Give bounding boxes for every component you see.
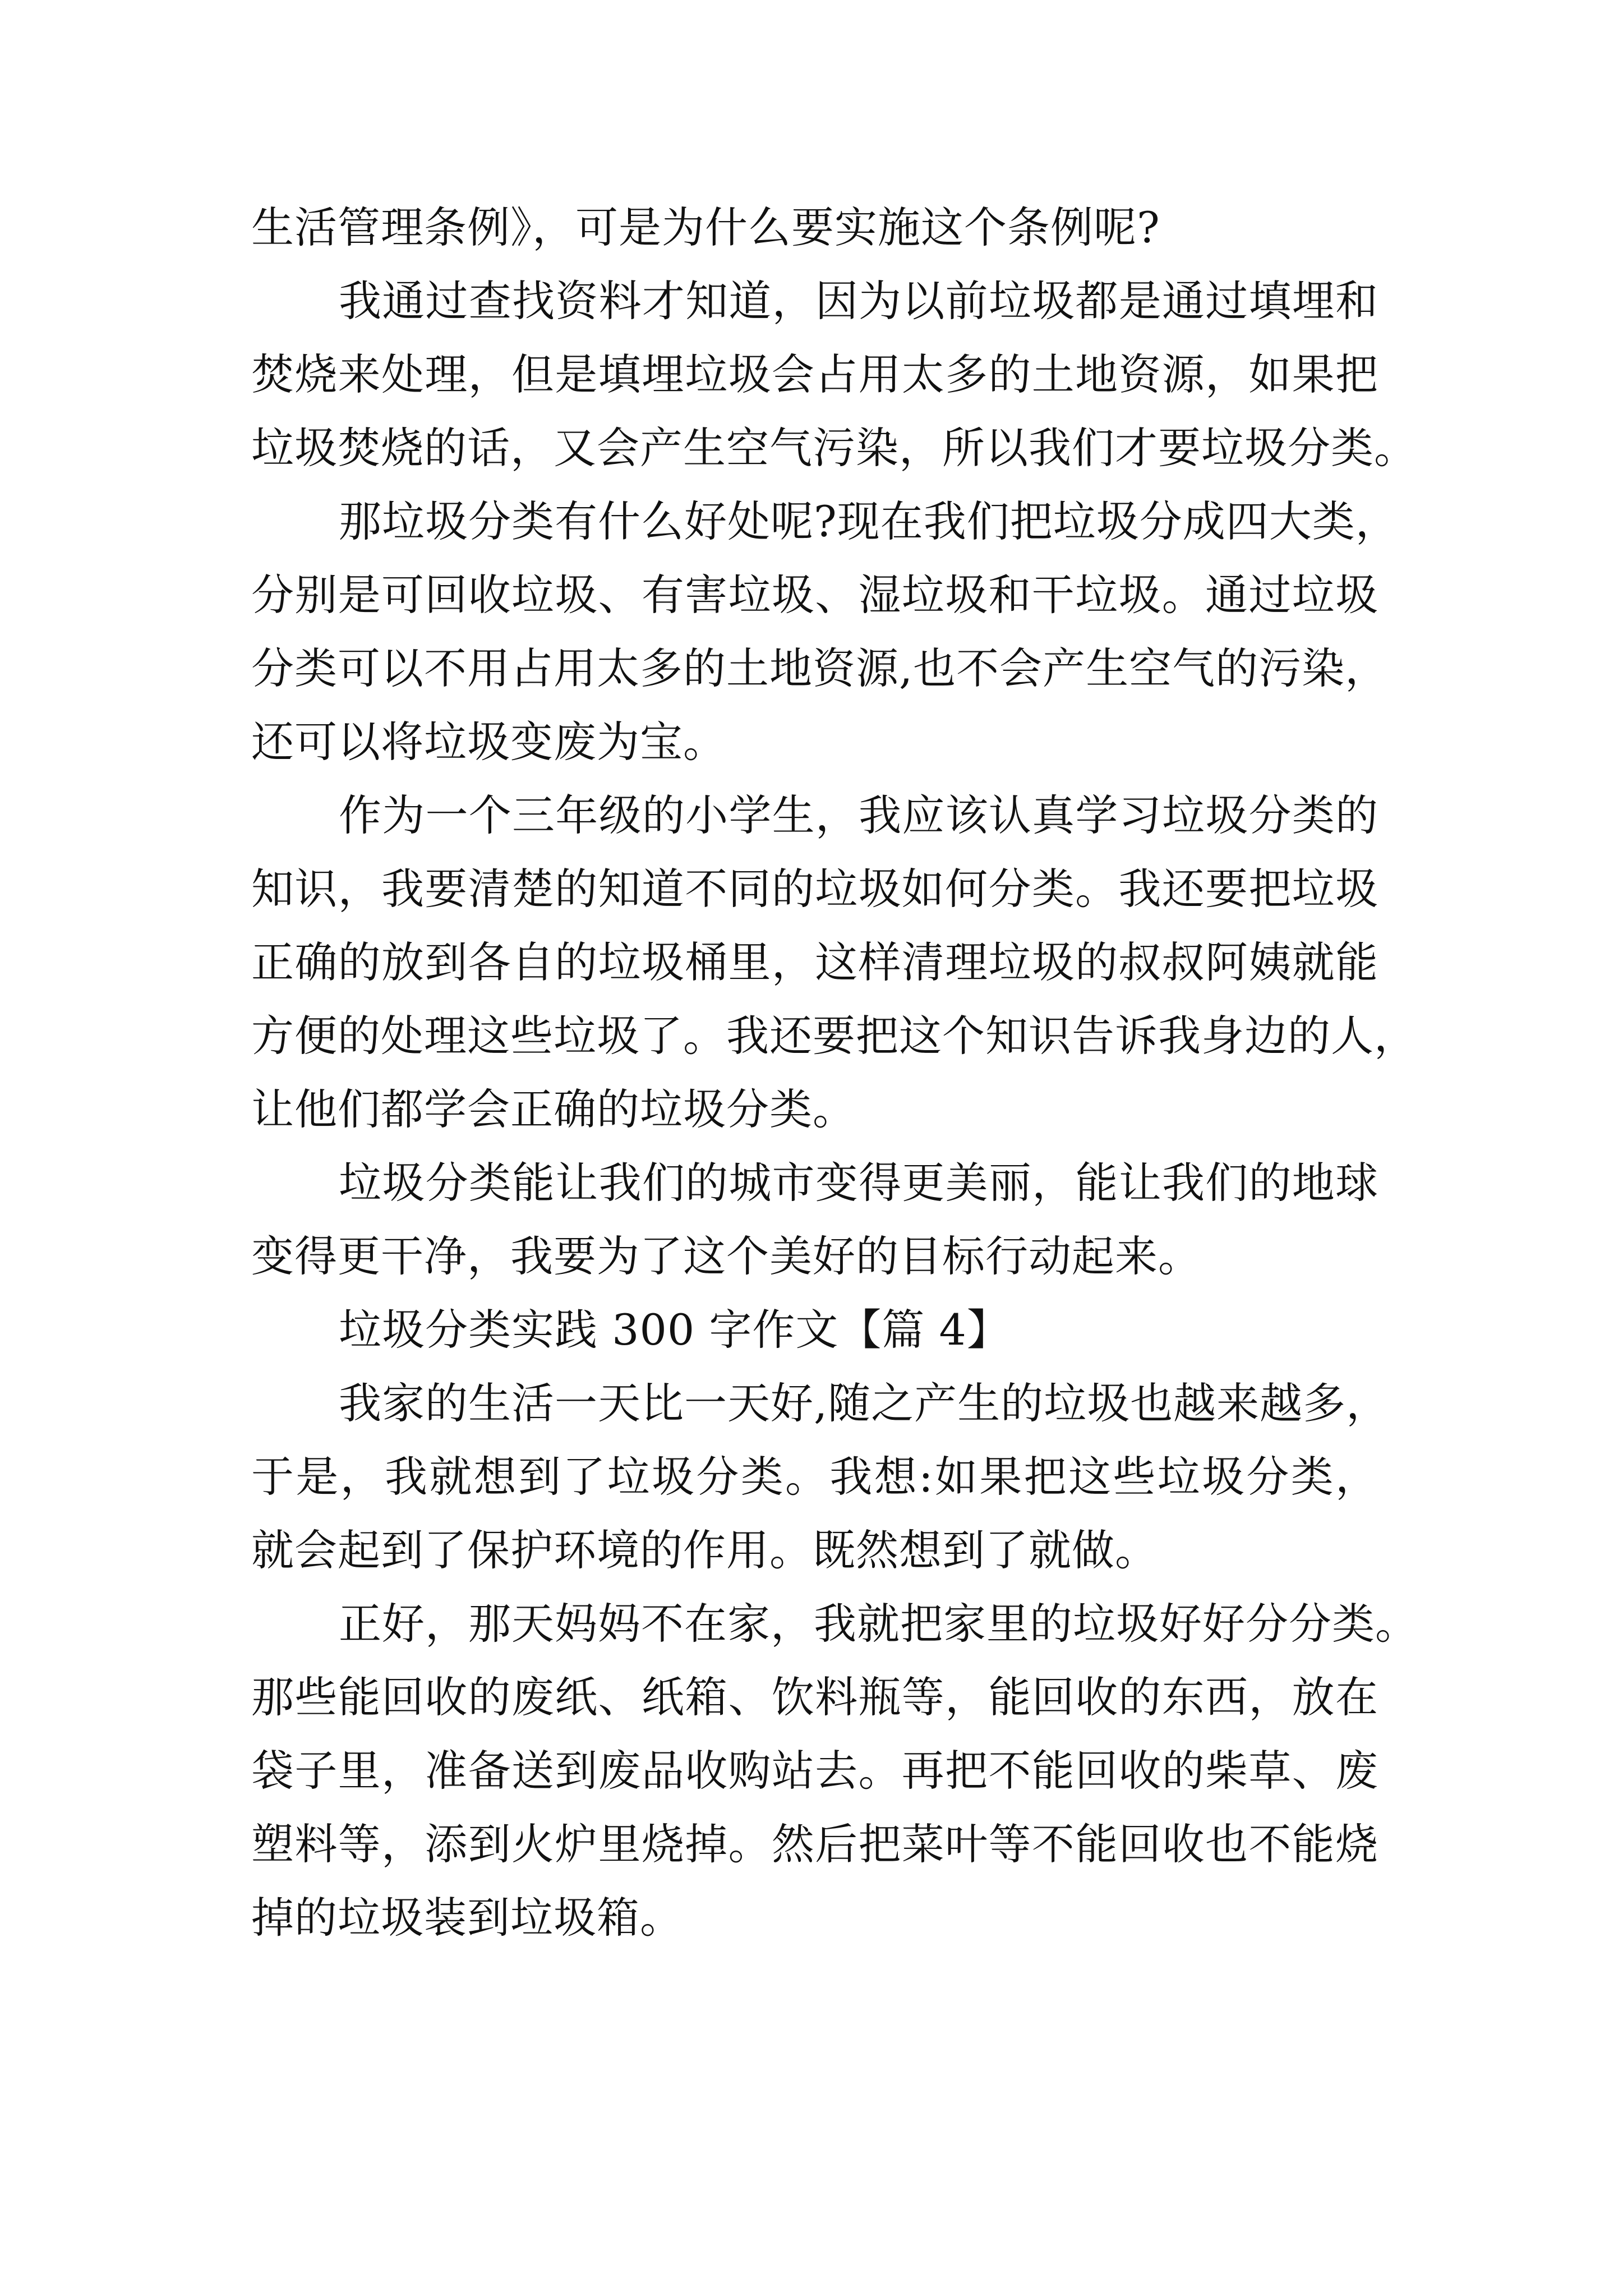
text-line: 掉的垃圾装到垃圾箱。 bbox=[251, 1893, 683, 1943]
text-line: 让他们都学会正确的垃圾分类。 bbox=[251, 1084, 856, 1134]
paragraph-first-line: 正好，那天妈妈不在家，我就把家里的垃圾好好分分类。 bbox=[339, 1599, 1418, 1649]
text-line: 焚烧来处理，但是填埋垃圾会占用太多的土地资源，如果把 bbox=[251, 349, 1378, 399]
paragraph-first-line: 垃圾分类能让我们的城市变得更美丽，能让我们的地球 bbox=[339, 1158, 1378, 1208]
text-line: 方便的处理这些垃圾了。我还要把这个知识告诉我身边的人， bbox=[251, 1011, 1417, 1061]
text-line: 垃圾焚烧的话，又会产生空气污染，所以我们才要垃圾分类。 bbox=[251, 423, 1417, 473]
text-line: 那些能回收的废纸、纸箱、饮料瓶等，能回收的东西，放在 bbox=[251, 1672, 1378, 1722]
text-line: 知识，我要清楚的知道不同的垃圾如何分类。我还要把垃圾 bbox=[251, 864, 1378, 914]
text-line: 正确的放到各自的垃圾桶里，这样清理垃圾的叔叔阿姨就能 bbox=[251, 937, 1378, 987]
text-line: 袋子里，准备送到废品收购站去。再把不能回收的柴草、废 bbox=[251, 1746, 1378, 1796]
document-body bbox=[251, 191, 1418, 1954]
text-line: 分类可以不用占用太多的土地资源,也不会产生空气的污染， bbox=[251, 643, 1389, 693]
section-heading: 垃圾分类实践 300 字作文【篇 4】 bbox=[339, 1305, 1010, 1355]
paragraph-first-line: 我家的生活一天比一天好,随之产生的垃圾也越来越多， bbox=[339, 1378, 1390, 1428]
text-line: 还可以将垃圾变废为宝。 bbox=[251, 717, 726, 767]
text-line: 变得更干净，我要为了这个美好的目标行动起来。 bbox=[251, 1231, 1201, 1281]
paragraph-first-line: 作为一个三年级的小学生，我应该认真学习垃圾分类的 bbox=[339, 790, 1378, 840]
text-line: 分别是可回收垃圾、有害垃圾、湿垃圾和干垃圾。通过垃圾 bbox=[251, 570, 1378, 620]
text-line: 生活管理条例》，可是为什么要实施这个条例呢? bbox=[251, 203, 1160, 252]
paragraph-first-line: 那垃圾分类有什么好处呢?现在我们把垃圾分成四大类， bbox=[339, 496, 1399, 546]
paragraph-first-line: 我通过查找资料才知道，因为以前垃圾都是通过填埋和 bbox=[339, 276, 1378, 326]
text-line: 就会起到了保护环境的作用。既然想到了就做。 bbox=[251, 1525, 1158, 1575]
text-line: 于是，我就想到了垃圾分类。我想:如果把这些垃圾分类， bbox=[251, 1452, 1378, 1502]
text-line: 塑料等，添到火炉里烧掉。然后把菜叶等不能回收也不能烧 bbox=[251, 1819, 1378, 1869]
